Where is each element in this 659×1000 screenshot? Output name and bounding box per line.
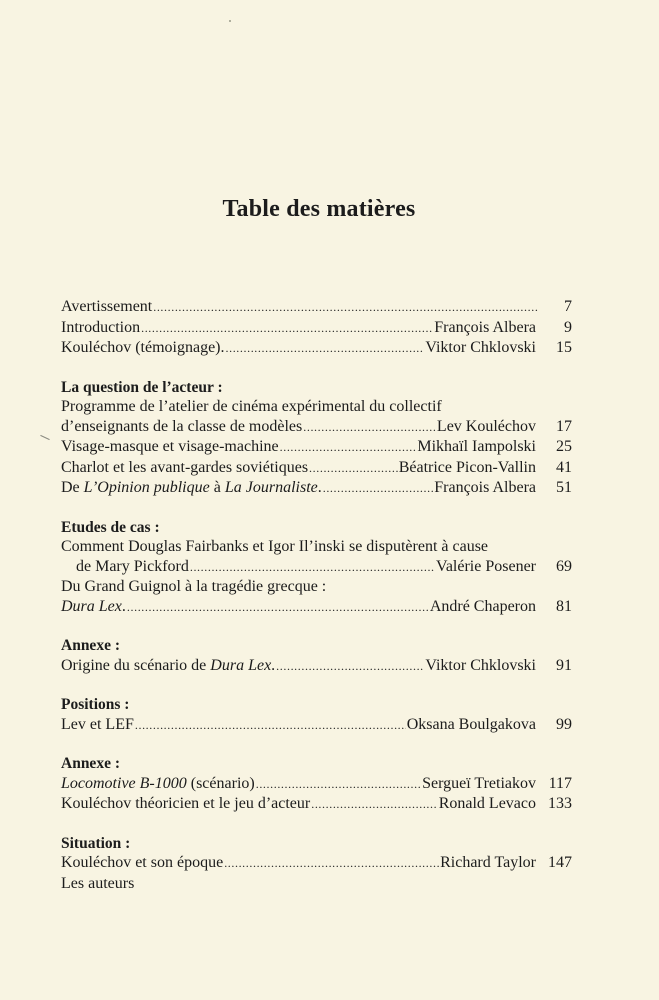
- entry-title-line: de Mary Pickford: [76, 557, 189, 575]
- dot-leader: [135, 716, 406, 736]
- entry-title: [61, 656, 275, 676]
- work-title: Locomotive B-1000: [61, 774, 187, 792]
- toc-section-acteur: [61, 378, 572, 499]
- section-heading: Situation :: [61, 834, 131, 852]
- entry-author: André Chaperon: [429, 597, 536, 615]
- entry-author: Oksana Boulgakova: [406, 715, 536, 733]
- dot-leader: [153, 298, 539, 318]
- entry-author: Ronald Levaco: [438, 795, 536, 812]
- entry-page: 69: [556, 557, 572, 575]
- section-heading: Annexe :: [61, 637, 120, 654]
- entry-page: 51: [556, 479, 572, 496]
- dot-leader: [276, 657, 424, 677]
- dot-leader: [141, 319, 433, 339]
- dot-leader: [280, 438, 417, 458]
- entry-title-line: d’enseignants de la classe de modèles: [61, 417, 303, 435]
- toc-section-positions: [61, 695, 572, 735]
- work-title: Dura Lex: [210, 656, 272, 674]
- toc-entry-opinion-publique: [61, 478, 572, 499]
- entry-page: 81: [556, 597, 572, 615]
- entry-title: [61, 774, 255, 794]
- entry-page: 99: [556, 715, 572, 733]
- toc-entry-fairbanks: [61, 557, 572, 578]
- entry-page: 133: [548, 795, 572, 812]
- margin-mark: [40, 435, 49, 440]
- entry-page: 147: [548, 854, 572, 871]
- table-of-contents: [61, 297, 572, 912]
- entry-title: Kouléchov (témoignage).: [61, 339, 225, 356]
- paper-speck: [229, 20, 231, 22]
- entry-title: Avertissement: [61, 298, 153, 315]
- entry-title: [61, 597, 126, 617]
- toc-entry-avertissement: [61, 297, 572, 318]
- toc-entry-kulechov-temoignage: [61, 338, 572, 359]
- entry-page: 15: [556, 339, 572, 356]
- title-text: .: [271, 656, 276, 674]
- toc-entry-locomotive: [61, 774, 572, 795]
- title-text: .: [317, 479, 322, 496]
- toc-entry-les-auteurs: Les auteurs: [61, 874, 135, 892]
- section-heading: La question de l’acteur :: [61, 378, 223, 396]
- toc-entry-visage-masque: [61, 437, 572, 458]
- toc-section-annexe-1: [61, 636, 572, 676]
- entry-author: Richard Taylor: [440, 854, 536, 871]
- entry-page: 91: [556, 656, 572, 674]
- entry-title: Kouléchov théoricien et le jeu d’acteur: [61, 795, 311, 812]
- title-text: Origine du scénario de: [61, 656, 211, 674]
- title-text: (scénario): [186, 774, 255, 792]
- dot-leader: [127, 598, 429, 618]
- entry-title: [61, 478, 322, 498]
- entry-author: Viktor Chklovski: [425, 656, 536, 674]
- entry-page: 41: [556, 458, 572, 476]
- toc-section-situation: [61, 834, 572, 894]
- dot-leader: [256, 775, 421, 795]
- toc-entry-introduction: [61, 318, 572, 339]
- section-heading: Annexe :: [61, 755, 120, 772]
- toc-entry-kulechov-epoque: [61, 853, 572, 874]
- entry-author: Lev Kouléchov: [436, 417, 536, 435]
- toc-entry-lev-et-lef: [61, 715, 572, 736]
- entry-title: Charlot et les avant-gardes soviétiques: [61, 458, 309, 476]
- toc-intro-section: [61, 297, 572, 359]
- toc-entry-programme: [61, 417, 572, 438]
- toc-entry-dura-lex: [61, 597, 572, 618]
- title-text: De: [61, 479, 84, 496]
- entry-page: 9: [564, 318, 572, 336]
- dot-leader: [323, 479, 434, 499]
- entry-page: 17: [556, 417, 572, 435]
- title-text: à: [209, 479, 225, 496]
- title-text: .: [121, 597, 126, 615]
- dot-leader: [311, 795, 437, 815]
- work-title: La Journaliste: [224, 479, 318, 496]
- entry-author: François Albera: [434, 479, 536, 496]
- entry-title: Lev et LEF: [61, 715, 134, 733]
- entry-author: François Albera: [434, 318, 536, 336]
- entry-title: Kouléchov et son époque: [61, 854, 224, 871]
- entry-page: 7: [564, 298, 572, 315]
- entry-author: Mikhaïl Iampolski: [417, 438, 536, 455]
- toc-entry-origine-scenario: [61, 656, 572, 677]
- entry-author: Valérie Posener: [436, 557, 536, 575]
- dot-leader: [224, 854, 439, 874]
- entry-title-line: Comment Douglas Fairbanks et Igor Il’inski se disputèrent à cause: [61, 538, 489, 555]
- dot-leader: [190, 558, 435, 578]
- entry-author: Viktor Chklovski: [425, 339, 536, 356]
- section-heading: Positions :: [61, 696, 130, 713]
- entry-title-line: Du Grand Guignol à la tragédie grecque :: [61, 578, 327, 595]
- toc-entry-kulechov-theoricien: [61, 794, 572, 815]
- dot-leader: [303, 418, 436, 438]
- work-title: L’Opinion publique: [83, 479, 210, 496]
- section-heading: Etudes de cas :: [61, 518, 160, 536]
- dot-leader: [226, 339, 425, 359]
- work-title: Dura Lex: [61, 597, 122, 615]
- entry-title: Visage-masque et visage-machine: [61, 438, 279, 455]
- entry-title-line: Programme de l’atelier de cinéma expérimental du collectif: [61, 398, 442, 415]
- toc-entry-charlot: [61, 458, 572, 479]
- entry-title: Introduction: [61, 318, 141, 336]
- toc-section-etudes: [61, 518, 572, 618]
- entry-page: 117: [548, 774, 572, 792]
- page-title: Table des matières: [222, 196, 416, 222]
- entry-author: Béatrice Picon-Vallin: [398, 458, 536, 476]
- entry-page: 25: [556, 438, 572, 455]
- toc-section-annexe-2: [61, 754, 572, 815]
- entry-author: Sergueï Tretiakov: [422, 774, 536, 792]
- dot-leader: [309, 459, 398, 479]
